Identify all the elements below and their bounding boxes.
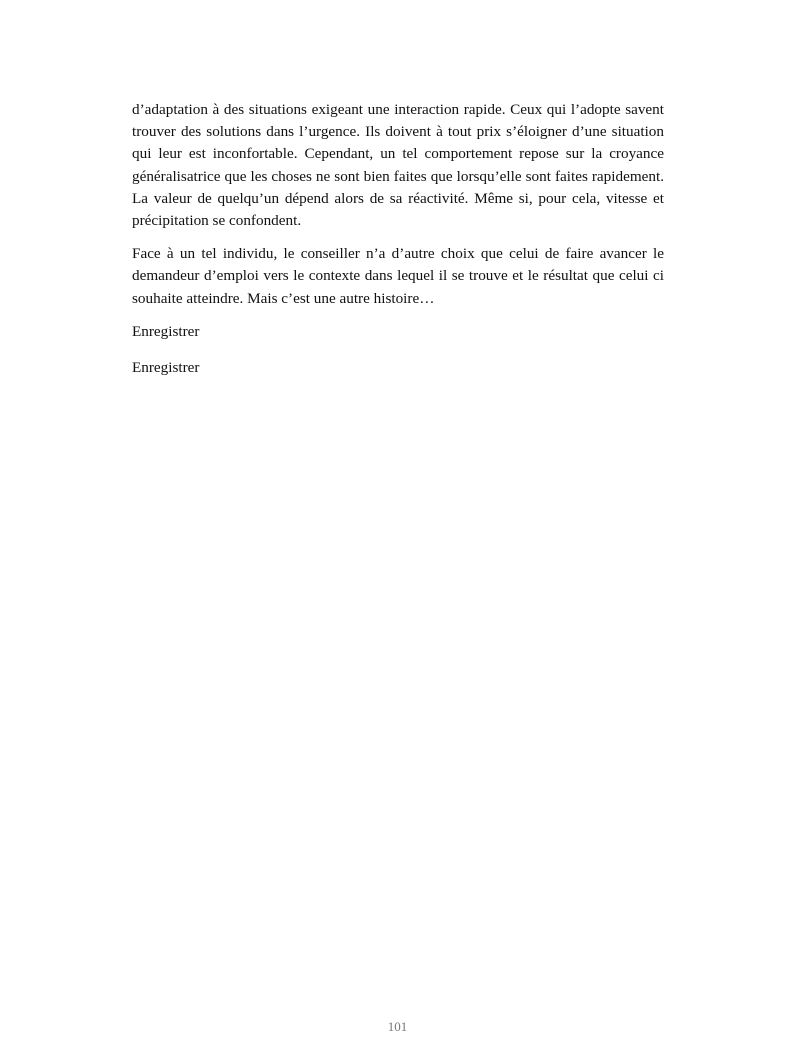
save-link-2[interactable]: Enregistrer xyxy=(132,359,200,377)
page-number: 101 xyxy=(387,1019,408,1034)
save-link-1[interactable]: Enregistrer xyxy=(132,322,200,340)
page-body xyxy=(132,99,664,393)
paragraph-adaptation: d’adaptation à des situations exigeant une interaction rapide. Ceux qui l’adopte savent trouver des solutions dans l’urgence. Ils doivent à tout prix s’éloigner d’une situation qui leur est inconfortable. Cependant, un tel comportement repose sur la croyance généralisatrice que les choses ne sont bien faites que lorsqu’elle sont faites rapidement. La valeur de quelqu’un dépend alors de sa réactivité. Même si, pour cela, vitesse et précipitation se confondent. xyxy=(132,101,664,230)
paragraph-conseiller: Face à un tel individu, le conseiller n’a d’autre choix que celui de faire avancer le demandeur d’emploi vers le contexte dans lequel il se trouve et le résultat que celui ci souhaite atteindre. Mais c’est une autre histoire… xyxy=(132,245,664,307)
